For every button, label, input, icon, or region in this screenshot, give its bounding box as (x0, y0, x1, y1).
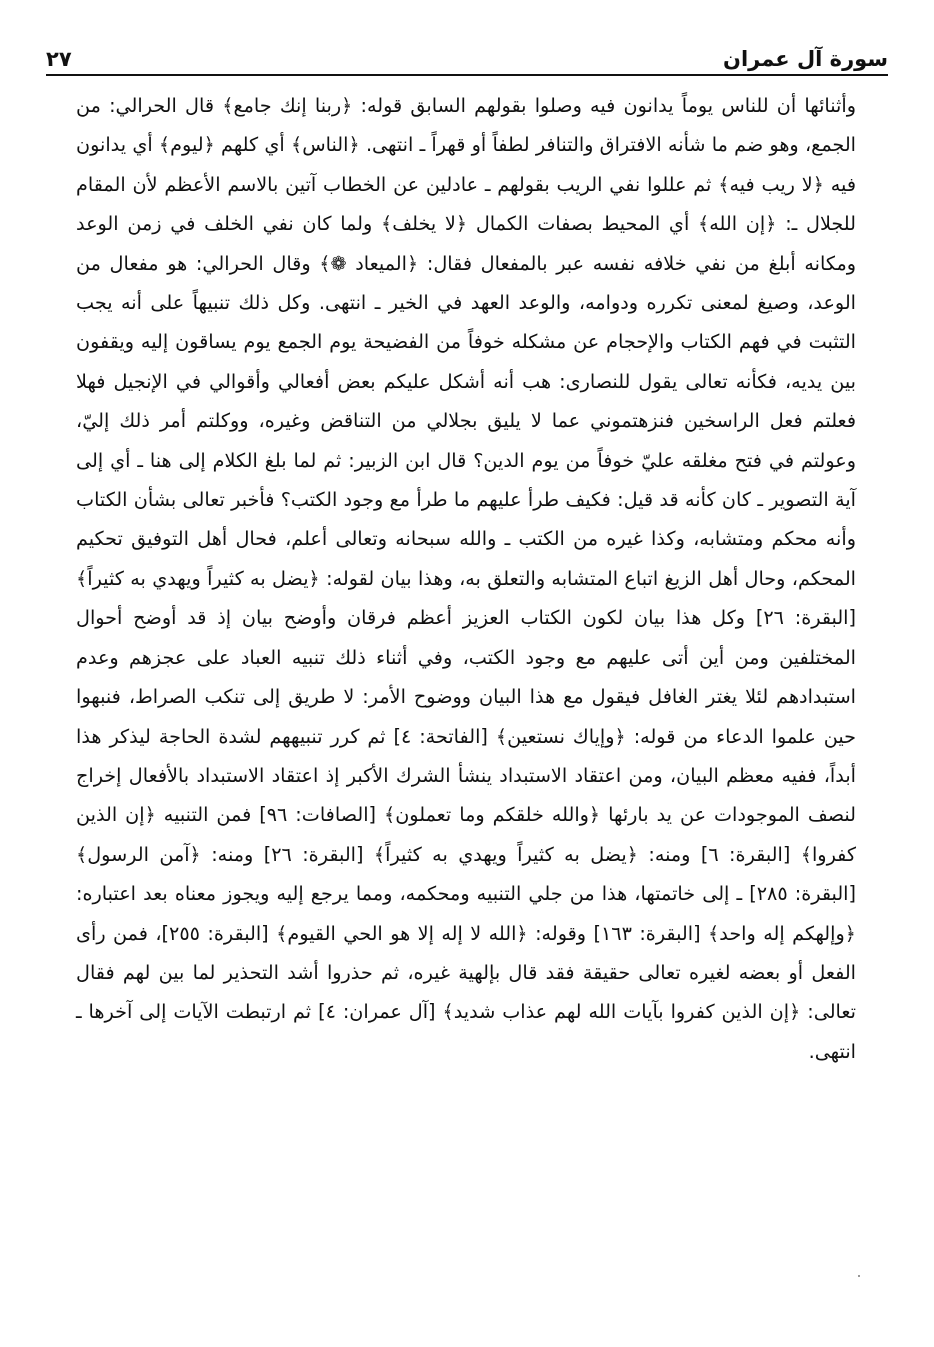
page-speck (858, 1275, 860, 1277)
page-number: ٢٧ (46, 47, 72, 71)
page-header (46, 32, 888, 72)
header-divider (46, 74, 888, 76)
body-text (76, 86, 856, 1071)
paragraph: وأثنائها أن للناس يوماً يدانون فيه وصلوا بقولهم السابق قوله: ﴿ربنا إنك جامع﴾ قال الحرالي: من الجمع، وهو ضم ما شأنه الافتراق والتنافر لطفاً أو قهراً ـ انتهى. ﴿الناس﴾ أي كلهم ﴿ليوم﴾ أي يدانون فيه ﴿لا ريب فيه﴾ ثم عللوا نفي الريب بقولهم ـ عادلين عن الخطاب آتين بالاسم الأعظم لأن المقام للجلال ـ: ﴿إن الله﴾ أي المحيط بصفات الكمال ﴿لا يخلف﴾ ولما كان نفي الخلف في زمن الوعد ومكانه أبلغ من نفي خلافه نفسه عبر بالمفعال فقال: ﴿الميعاد ❁﴾ وقال الحرالي: هو مفعال من الوعد، وصيغ لمعنى تكرره ودوامه، والوعد العهد في الخير ـ انتهى. وكل ذلك تنبيهاً على أنه يجب التثبت في فهم الكتاب والإحجام عن مشكله خوفاً من الفضيحة يوم الجمع يوم يساقون إليه ويقفون بين يديه، فكأنه تعالى يقول للنصارى: هب أنه أشكل عليكم بعض أفعالي وأقوالي في الإنجيل فهلا فعلتم فعل الراسخين فنزهتموني عما لا يليق بجلالي من التناقض وغيره، ووكلتم أمر ذلك إليّ، وعولتم في فتح مغلقه عليّ خوفاً من يوم الدين؟ قال ابن الزبير: ثم لما بلغ الكلام إلى هنا ـ أي إلى آية التصوير ـ كان كأنه قد قيل: فكيف طرأ عليهم ما طرأ مع وجود الكتب؟ فأخبر تعالى بشأن الكتاب وأنه محكم ومتشابه، وكذا غيره من الكتب ـ والله سبحانه وتعالى أعلم، فحال أهل التوفيق تحكيم المحكم، وحال أهل الزيغ اتباع المتشابه والتعلق به، وهذا بيان لقوله: ﴿يضل به كثيراً ويهدي به كثيراً﴾ [البقرة: ٢٦] وكل هذا بيان لكون الكتاب العزيز أعظم فرقان وأوضح بيان إذ قد أوضح أحوال المختلفين ومن أين أتى عليهم مع وجود الكتب، وفي أثناء ذلك تنبيه العباد على عجزهم وعدم استبدادهم لئلا يغتر الغافل فيقول مع هذا البيان ووضوح الأمر: لا طريق إلى تنكب الصراط، فنبهوا حين علموا الدعاء من قوله: ﴿وإياك نستعين﴾ [الفاتحة: ٤] ثم كرر تنبيههم لشدة الحاجة ليذكر هذا أبداً، ففيه معظم البيان، ومن اعتقاد الاستبداد ينشأ الشرك الأكبر إذ اعتقاد الاستبداد بالأفعال إخراج لنصف الموجودات عن يد بارئها ﴿والله خلقكم وما تعملون﴾ [الصافات: ٩٦] فمن التنبيه ﴿إن الذين كفروا﴾ [البقرة: ٦] ومنه: ﴿يضل به كثيراً ويهدي به كثيراً﴾ [البقرة: ٢٦] ومنه: ﴿آمن الرسول﴾ [البقرة: ٢٨٥] ـ إلى خاتمتها، هذا من جلي التنبيه ومحكمه، ومما يرجع إليه ويجوز معناه بعد اعتباره: ﴿وإلهكم إله واحد﴾ [البقرة: ١٦٣] وقوله: ﴿الله لا إله إلا هو الحي القيوم﴾ [البقرة: ٢٥٥]، فمن رأى الفعل أو بعضه لغيره تعالى حقيقة فقد قال بإلهية غيره، ثم حذروا أشد التحذير لما بين لهم فقال تعالى: ﴿إن الذين كفروا بآيات الله لهم عذاب شديد﴾ [آل عمران: ٤] ثم ارتبطت الآيات إلى آخرها ـ انتهى. (76, 94, 857, 1063)
running-title: سورة آل عمران (723, 47, 888, 71)
